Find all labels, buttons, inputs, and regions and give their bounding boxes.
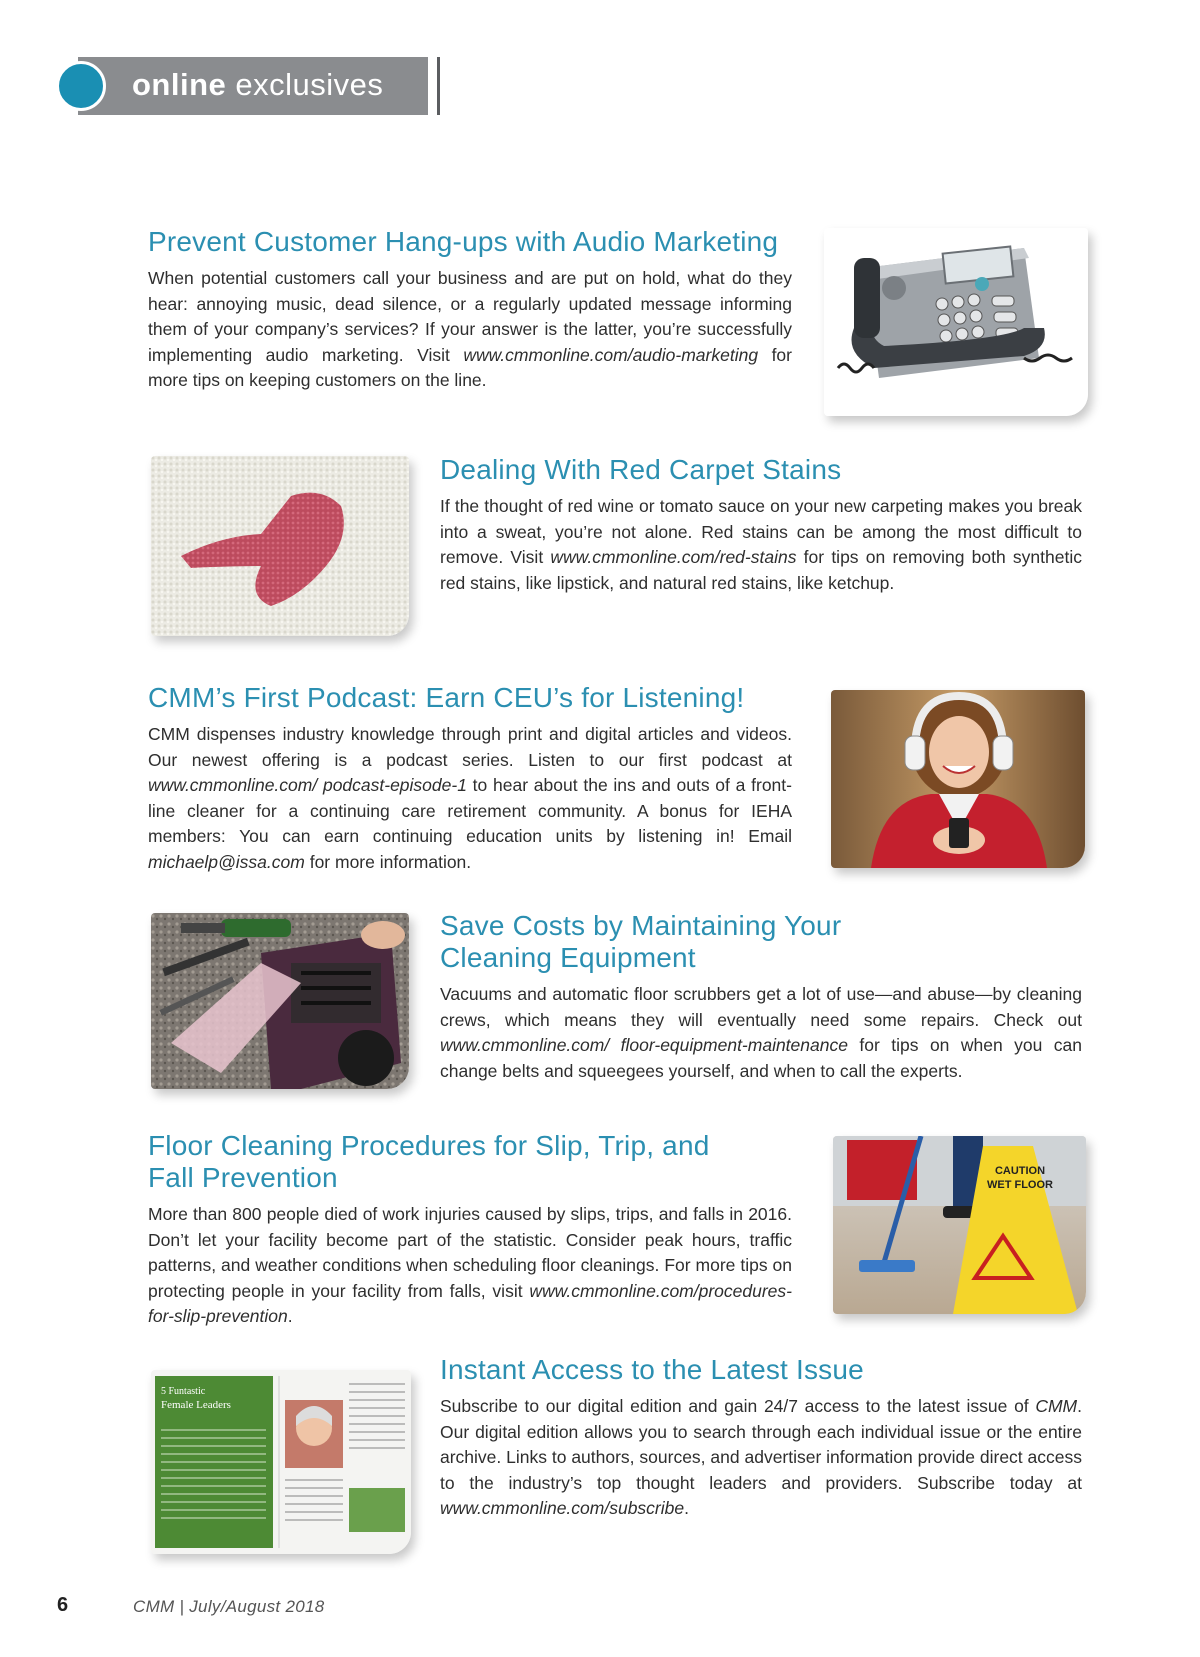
desk-phone-icon: [824, 228, 1088, 416]
phone-photo: [824, 228, 1088, 416]
body-text: to hear about the ins and outs of a front-line cleaner for a continuing care retirement community. A bonus for IEHA members: You can earn continuing education units by listening in! Email: [148, 775, 792, 846]
carpet-stain-photo: [151, 456, 409, 636]
body-text: Subscribe to our digital edition and gain 24/7 access to the latest issue of: [440, 1396, 1036, 1416]
section-title-light: exclusives: [235, 67, 384, 102]
body-text: for tips on removing both synthetic red stains, like lipstick, and natural red stains, like ketchup.: [440, 547, 1082, 593]
vacuum-repair-icon: [151, 913, 409, 1089]
article-title: [440, 910, 1082, 974]
section-title: [132, 67, 383, 103]
article-title: Dealing With Red Carpet Stains: [440, 454, 842, 485]
header-divider: [437, 57, 440, 115]
sign-wet-floor-text: WET FLOOR: [987, 1179, 1053, 1191]
body-text: .: [287, 1306, 293, 1326]
thumb-title-line2: Female Leaders: [161, 1399, 231, 1411]
page-number: 6: [57, 1594, 69, 1616]
equipment-repair-photo: [151, 913, 409, 1089]
article-title: Instant Access to the Latest Issue: [440, 1354, 864, 1385]
magazine-name: CMM: [1035, 1396, 1078, 1416]
article-red-carpet-stains: [440, 454, 1082, 596]
title-line: Floor Cleaning Procedures for Slip, Trip, and: [148, 1130, 710, 1161]
body-text: for more tips on keeping customers on the line.: [148, 344, 792, 390]
article-body: [148, 722, 792, 875]
wet-floor-photo: [833, 1136, 1086, 1314]
article-title: Prevent Customer Hang-ups with Audio Marketing: [148, 226, 779, 257]
article-body: [440, 494, 1082, 596]
body-text: . Our digital edition allows you to search through each individual issue or the entire archive. Links to authors, sources, and advertiser information provide direct access to the industry’s top thought leaders and providers. Subscribe today at: [440, 1396, 1082, 1493]
body-text: .: [684, 1498, 689, 1518]
carpet-stain-icon: [151, 456, 409, 636]
article-latest-issue: [440, 1354, 1082, 1522]
article-link[interactable]: www.cmmonline.com/ floor-equipment-maintenance: [440, 1035, 848, 1055]
headphones-woman-icon: [831, 690, 1085, 868]
subscribe-link[interactable]: www.cmmonline.com/subscribe: [440, 1498, 685, 1518]
email-link[interactable]: michaelp@issa.com: [148, 851, 305, 872]
article-audio-marketing: [148, 226, 792, 394]
body-text: for tips on when you can change belts and squeegees yourself, and when to call the experts.: [440, 1035, 1082, 1081]
article-title: CMM’s First Podcast: Earn CEU’s for Listening!: [148, 682, 745, 713]
article-body: [440, 982, 1082, 1084]
caution-sign-icon: [833, 1136, 1086, 1314]
article-body: [148, 266, 792, 394]
sign-caution-text: CAUTION: [994, 1165, 1046, 1177]
article-body: [440, 1394, 1082, 1522]
body-text: CMM dispenses industry knowledge through print and digital articles and videos. Our newest offering is a podcast series. Listen to our first podcast at: [148, 724, 792, 770]
magazine-spread-icon: [151, 1370, 411, 1554]
body-text: Vacuums and automatic floor scrubbers get a lot of use—and abuse—by cleaning crews, which means they will eventually need some repairs. Check out: [440, 984, 1082, 1030]
article-podcast: [148, 682, 792, 875]
header-dot-icon: [56, 61, 106, 111]
article-link[interactable]: www.cmmonline.com/red-stains: [550, 547, 797, 567]
article-body: [148, 1202, 792, 1330]
article-link[interactable]: www.cmmonline.com/ podcast-episode-1: [148, 775, 467, 795]
footer-issue: CMM | July/August 2018: [133, 1597, 325, 1616]
article-link[interactable]: www.cmmonline.com/procedures-for-slip-prevention: [148, 1280, 792, 1326]
body-text: When potential customers call your business and are put on hold, what do they hear: annoying music, dead silence, or a regularly updated message informing them of your company’s services? If your answer is the latter, you’re successfully implementing audio marketing. Visit: [148, 268, 792, 365]
title-line: Save Costs by Maintaining Your: [440, 910, 842, 941]
article-title: [148, 1130, 792, 1194]
magazine-issue-photo: [151, 1370, 411, 1554]
title-line: Cleaning Equipment: [440, 942, 696, 973]
article-slip-prevention: [148, 1130, 792, 1330]
body-text: More than 800 people died of work injuries caused by slips, trips, and falls in 2016. Don’t let your facility become part of the statistic. Consider peak hours, traffic patterns, and weather conditions when scheduling floor cleanings. For more tips on protecting people in your facility from falls, visit: [148, 1204, 792, 1301]
body-text: If the thought of red wine or tomato sauce on your new carpeting makes you break into a sweat, you’re not alone. Red stains can be among the most difficult to remove. Visit: [440, 496, 1082, 567]
article-link[interactable]: www.cmmonline.com/audio-marketing: [463, 344, 759, 365]
section-title-bold: online: [132, 67, 227, 102]
title-line: Fall Prevention: [148, 1162, 338, 1193]
article-equipment-maintenance: [440, 910, 1082, 1084]
body-text: for more information.: [304, 851, 472, 872]
thumb-title-line1: 5 Funtastic: [161, 1386, 206, 1397]
podcast-listener-photo: [831, 690, 1085, 868]
